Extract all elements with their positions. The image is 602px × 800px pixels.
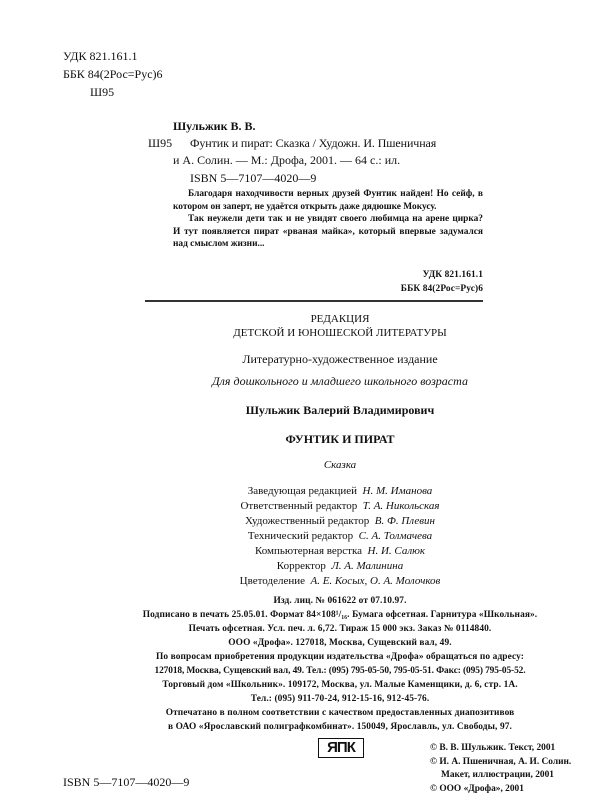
publisher-address: ООО «Дрофа». 127018, Москва, Сущевский вал, 49.	[228, 638, 452, 648]
copyright-line: © И. А. Пшеничная, А. И. Солин.	[430, 756, 572, 767]
credit-line: Технический редактор С. А. Толмачева	[247, 530, 433, 542]
footer-isbn: ISBN 5—7107—4020—9	[63, 775, 190, 789]
orders-line2: 127018, Москва, Сущевский вал, 49. Тел.: (095) 795-05-50, 795-05-51. Факс: (095) 795-05-52.	[154, 666, 526, 676]
publisher-license: Изд. лиц. № 061622 от 07.10.97.	[273, 596, 407, 606]
printed-by-line2: в ОАО «Ярославский полиграфкомбинат». 150049, Ярославль, ул. Свободы, 97.	[168, 722, 512, 732]
annotation-paragraph-2: Так неужели дети так и не увидят своего любимца на арене цирка? И тут появляется пират «рваная майка», который впервые задумался над смыслом жизни...	[173, 214, 483, 249]
annotation-paragraph-1: Благодаря находчивости верных друзей Фунтик найден! Но сейф, в котором он заперт, не удаётся открыть даже дядюшке Мокусу.	[173, 189, 483, 212]
credit-line: Цветоделение А. Е. Косых, О. А. Молочков	[239, 575, 441, 587]
card-title-line2: и А. Солин. — М.: Дрофа, 2001. — 64 с.: ил.	[173, 153, 401, 167]
card-title-line1: Фунтик и пират: Сказка / Художн. И. Пшеничная	[190, 136, 437, 150]
trade-house-line1: Торговый дом «Школьник». 109172, Москва, ул. Малые Каменщики, д. 6, стр. 1А.	[162, 680, 518, 690]
divider-line	[145, 300, 483, 302]
trade-house-line2: Тел.: (095) 911-70-24, 912-15-16, 912-45-76.	[250, 694, 430, 704]
card-annotation	[173, 188, 483, 251]
print-details-line2: Печать офсетная. Усл. печ. л. 6,72. Тираж 15 000 экз. Заказ № 0114840.	[188, 624, 492, 634]
bbk-code: ББК 84(2Рос=Рус)6	[63, 67, 163, 81]
print-details-line1: Подписано в печать 25.05.01. Формат 84×108¹/₁₆. Бумага офсетная. Гарнитура «Школьная».	[142, 610, 538, 620]
copyright-block	[430, 742, 571, 796]
credit-line: Корректор Л. А. Малинина	[276, 560, 404, 572]
copyright-line: © ООО «Дрофа», 2001	[430, 783, 524, 794]
udk-code: УДК 821.161.1	[63, 49, 138, 63]
card-isbn: ISBN 5—7107—4020—9	[190, 171, 317, 185]
copyright-line: Макет, иллюстрации, 2001	[441, 770, 554, 780]
printed-by-line1: Отпечатано в полном соответствии с качеством предоставленных диапозитивов	[165, 708, 515, 718]
edition-type: Литературно-художественное издание	[242, 352, 438, 366]
editorial-line2: ДЕТСКОЙ И ЮНОШЕСКОЙ ЛИТЕРАТУРЫ	[233, 327, 447, 339]
audience: Для дошкольного и младшего школьного возраста	[212, 374, 468, 388]
orders-line1: По вопросам приобретения продукции издательства «Дрофа» обращаться по адресу:	[156, 652, 524, 662]
book-title: ФУНТИК И ПИРАТ	[285, 432, 395, 446]
printer-logo: ЯПК	[318, 738, 364, 758]
genre: Сказка	[323, 459, 357, 471]
copyright-line: © В. В. Шульжик. Текст, 2001	[430, 743, 556, 753]
card-author: Шульжик В. В.	[173, 119, 256, 133]
card-udk: УДК 821.161.1	[422, 270, 483, 280]
author-mark: Ш95	[90, 85, 115, 99]
credit-line: Компьютерная верстка Н. И. Салюк	[254, 545, 426, 557]
card-code: Ш95	[148, 136, 173, 150]
credit-line: Заведующая редакцией Н. М. Иманова	[247, 485, 433, 497]
credit-line: Ответственный редактор Т. А. Никольская	[240, 500, 440, 512]
editorial-line1: РЕДАКЦИЯ	[310, 313, 370, 325]
card-bbk: ББК 84(2Рос=Рус)6	[400, 284, 483, 294]
author-full-name: Шульжик Валерий Владимирович	[245, 403, 435, 417]
credit-line: Художественный редактор В. Ф. Плевин	[244, 515, 435, 527]
